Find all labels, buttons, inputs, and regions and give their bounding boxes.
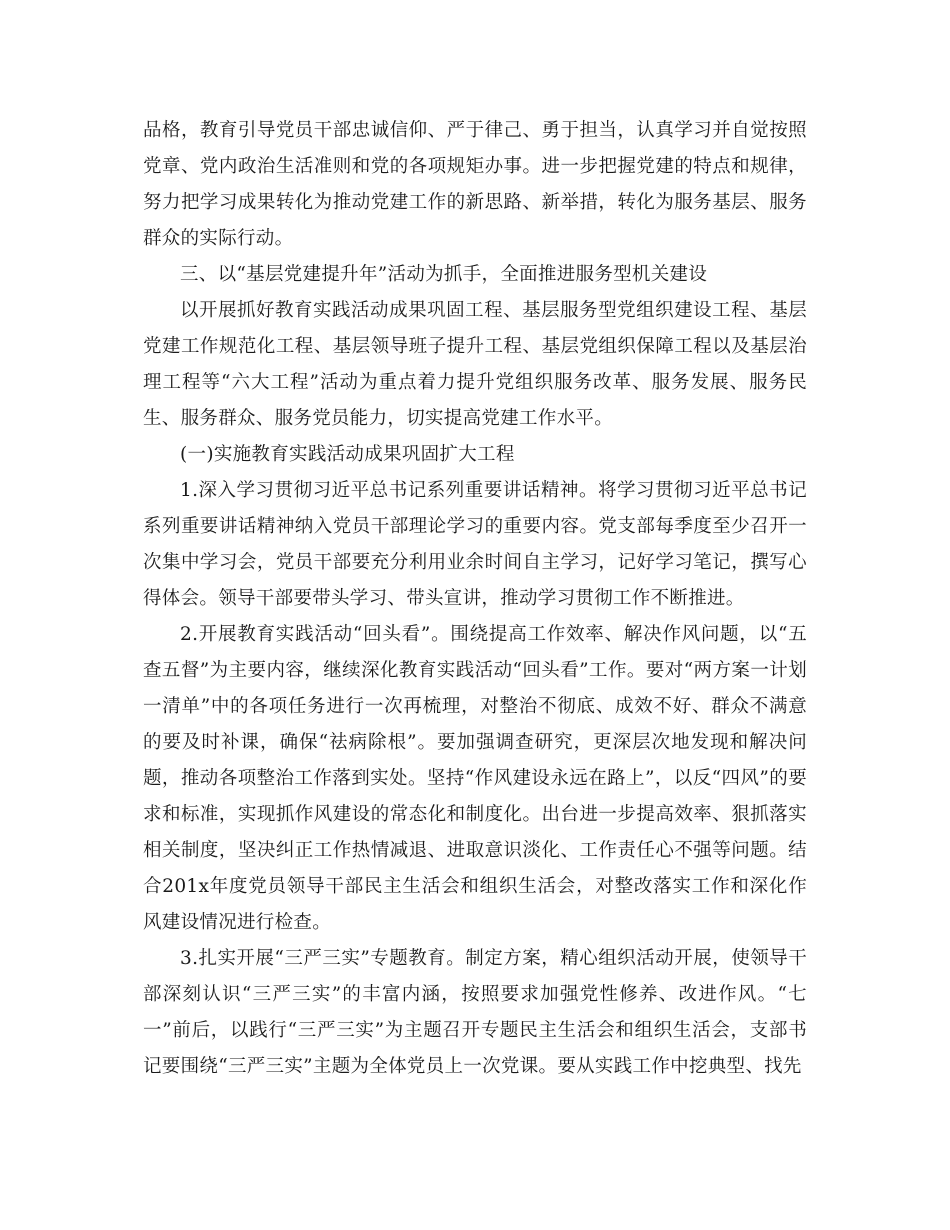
paragraph-continuation: 品格，教育引导党员干部忠诚信仰、严于律己、勇于担当，认真学习并自觉按照党章、党内政治生活准则和党的各项规矩办事。进一步把握党建的特点和规律，努力把学习成果转化为推动党建工作的新思路、新举措，转化为服务基层、服务群众的实际行动。 [143, 120, 807, 249]
document-body [143, 113, 807, 1085]
list-item-2-look-back: 2.开展教育实践活动“回头看”。围绕提高工作效率、解决作风问题，以“五查五督”为主要内容，继续深化教育实践活动“回头看”工作。要对“两方案一计划一清单”中的各项任务进行一次再梳理，对整治不彻底、成效不好、群众不满意的要及时补课，确保“祛病除根”。要加强调查研究，更深层次地发现和解决问题，推动各项整治工作落到实处。坚持“作风建设永远在路上”，以反“四风”的要求和标准，实现抓作风建设的常态化和制度化。出台进一步提高效率、狠抓落实相关制度，坚决纠正工作热情减退、进取意识淡化、工作责任心不强等问题。结合201x年度党员领导干部民主生活会和组织生活会，对整改落实工作和深化作风建设情况进行检查。 [143, 624, 807, 933]
paragraph-six-projects: 以开展抓好教育实践活动成果巩固工程、基层服务型党组织建设工程、基层党建工作规范化工程、基层领导班子提升工程、基层党组织保障工程以及基层治理工程等“六大工程”活动为重点着力提升党组织服务改革、服务发展、服务民生、服务群众、服务党员能力，切实提高党建工作水平。 [143, 300, 807, 429]
section-heading-three: 三、以“基层党建提升年”活动为抓手，全面推进服务型机关建设 [180, 264, 708, 285]
subsection-heading-one: (一)实施教育实践活动成果巩固扩大工程 [180, 444, 515, 465]
list-item-3-three-stricts: 3.扎实开展“三严三实”专题教育。制定方案，精心组织活动开展，使领导干部深刻认识“三严三实”的丰富内涵，按照要求加强党性修养、改进作风。“七一”前后，以践行“三严三实”为主题召开专题民主生活会和组织生活会，支部书记要围绕“三严三实”主题为全体党员上一次党课。要从实践工作中挖典型、找先 [143, 948, 807, 1077]
list-item-1-study-speeches: 1.深入学习贯彻习近平总书记系列重要讲话精神。将学习贯彻习近平总书记系列重要讲话精神纳入党员干部理论学习的重要内容。党支部每季度至少召开一次集中学习会，党员干部要充分利用业余时间自主学习，记好学习笔记，撰写心得体会。领导干部要带头学习、带头宣讲，推动学习贯彻工作不断推进。 [143, 480, 807, 609]
